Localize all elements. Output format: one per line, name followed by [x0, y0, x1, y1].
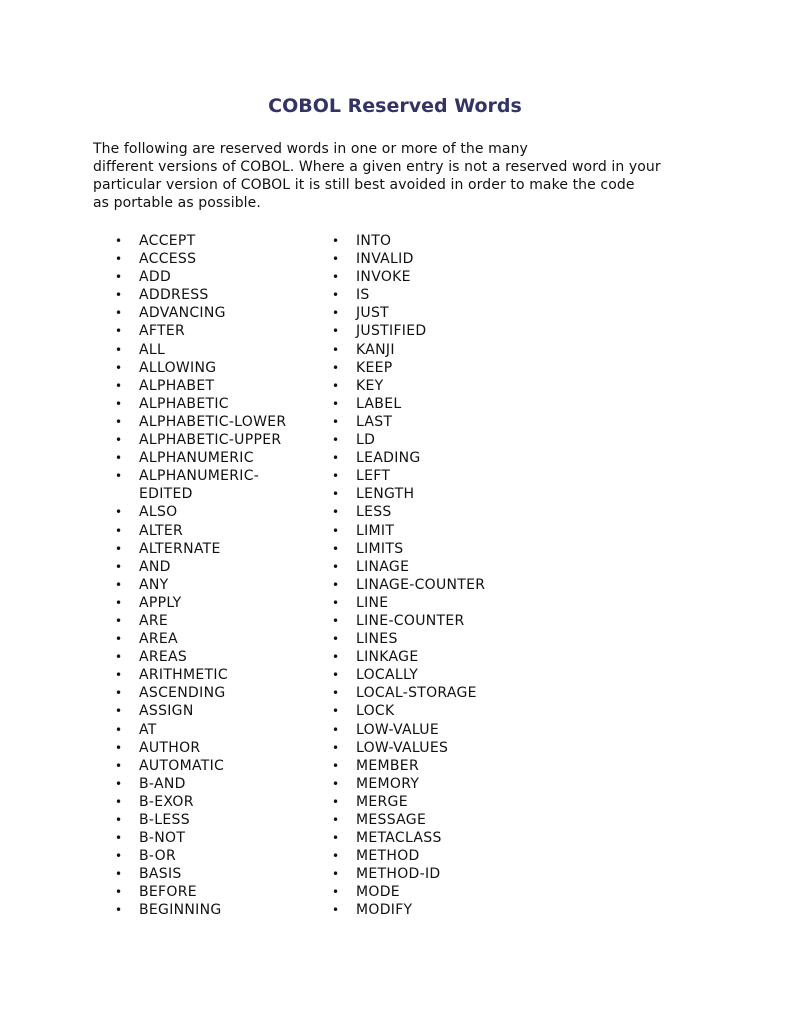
list-item: • ALTER: [139, 522, 309, 540]
list-item: • AND: [139, 558, 309, 576]
list-item: • LIMIT: [356, 522, 556, 540]
list-item: • LAST: [356, 413, 556, 431]
list-item: • AUTHOR: [139, 739, 309, 757]
list-item: • AUTOMATIC: [139, 757, 309, 775]
list-item: • METHOD: [356, 847, 556, 865]
list-item: • ALPHANUMERIC-EDITED: [139, 467, 309, 503]
list-item: • LESS: [356, 503, 556, 521]
list-item: • ACCEPT: [139, 232, 309, 250]
list-item: • LINAGE: [356, 558, 556, 576]
page-title: COBOL Reserved Words: [268, 95, 522, 117]
list-item: • KANJI: [356, 341, 556, 359]
list-item: • LABEL: [356, 395, 556, 413]
document-page: [93, 92, 733, 932]
list-item: • AREA: [139, 630, 309, 648]
list-item: • LOW-VALUES: [356, 739, 556, 757]
intro-line: The following are reserved words in one or more of the many: [93, 141, 528, 157]
list-item: • INTO: [356, 232, 556, 250]
list-item: • KEEP: [356, 359, 556, 377]
list-item: • LOCALLY: [356, 666, 556, 684]
list-item: • LINE: [356, 594, 556, 612]
list-item: • MERGE: [356, 793, 556, 811]
reserved-words-list-left: [139, 232, 309, 920]
intro-line: different versions of COBOL. Where a given entry is not a reserved word in your: [93, 159, 661, 175]
list-item: • INVOKE: [356, 268, 556, 286]
list-item: • ANY: [139, 576, 309, 594]
list-item: • ARE: [139, 612, 309, 630]
list-item: • LOW-VALUE: [356, 721, 556, 739]
list-item: • ASCENDING: [139, 684, 309, 702]
list-item: • LINKAGE: [356, 648, 556, 666]
list-item: • LEADING: [356, 449, 556, 467]
list-item: • AREAS: [139, 648, 309, 666]
list-item: • ARITHMETIC: [139, 666, 309, 684]
list-item: • LD: [356, 431, 556, 449]
list-item: • LOCAL-STORAGE: [356, 684, 556, 702]
list-item: • ALPHABET: [139, 377, 309, 395]
list-item: • ASSIGN: [139, 702, 309, 720]
intro-line: particular version of COBOL it is still best avoided in order to make the code: [93, 177, 635, 193]
list-item: • ALPHABETIC-LOWER: [139, 413, 309, 431]
reserved-words-list-right: [356, 232, 556, 920]
list-item: • AT: [139, 721, 309, 739]
reserved-words-columns: [93, 232, 733, 932]
list-item: • ALPHABETIC-UPPER: [139, 431, 309, 449]
list-item: • KEY: [356, 377, 556, 395]
list-item: • ALPHABETIC: [139, 395, 309, 413]
list-item: • INVALID: [356, 250, 556, 268]
list-item: • ADD: [139, 268, 309, 286]
intro-line: as portable as possible.: [93, 195, 261, 211]
list-item: • MEMBER: [356, 757, 556, 775]
intro-paragraph: [93, 140, 733, 212]
list-item: • ALLOWING: [139, 359, 309, 377]
list-item: • ALL: [139, 341, 309, 359]
list-item: • AFTER: [139, 322, 309, 340]
list-item: • B-EXOR: [139, 793, 309, 811]
list-item: • ADVANCING: [139, 304, 309, 322]
list-item: • MODE: [356, 883, 556, 901]
list-item: • LOCK: [356, 702, 556, 720]
list-item: • LENGTH: [356, 485, 556, 503]
list-item: • LIMITS: [356, 540, 556, 558]
list-item: • ALPHANUMERIC: [139, 449, 309, 467]
list-item: • JUST: [356, 304, 556, 322]
list-item: • B-AND: [139, 775, 309, 793]
list-item: • APPLY: [139, 594, 309, 612]
list-item: • BEFORE: [139, 883, 309, 901]
list-item: • LINAGE-COUNTER: [356, 576, 556, 594]
list-item: • ALSO: [139, 503, 309, 521]
list-item: • LEFT: [356, 467, 556, 485]
list-item: • METACLASS: [356, 829, 556, 847]
list-item: • MODIFY: [356, 901, 556, 919]
list-item: • BEGINNING: [139, 901, 309, 919]
list-item: • B-LESS: [139, 811, 309, 829]
list-item: • BASIS: [139, 865, 309, 883]
list-item: • ALTERNATE: [139, 540, 309, 558]
list-item: • METHOD-ID: [356, 865, 556, 883]
list-item: • LINES: [356, 630, 556, 648]
list-item: • ACCESS: [139, 250, 309, 268]
list-item: • JUSTIFIED: [356, 322, 556, 340]
list-item: • ADDRESS: [139, 286, 309, 304]
list-item: • B-OR: [139, 847, 309, 865]
list-item: • MEMORY: [356, 775, 556, 793]
list-item: • MESSAGE: [356, 811, 556, 829]
list-item: • B-NOT: [139, 829, 309, 847]
list-item: • IS: [356, 286, 556, 304]
list-item: • LINE-COUNTER: [356, 612, 556, 630]
